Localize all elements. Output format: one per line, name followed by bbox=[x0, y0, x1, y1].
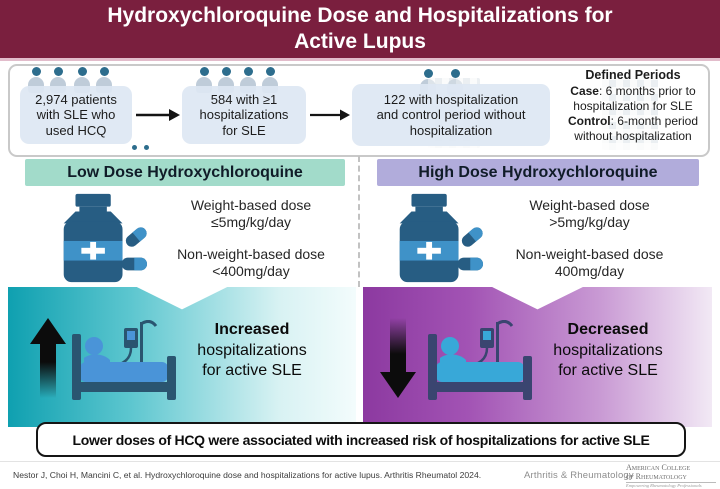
flow-step-2-line: 584 with ≥1 bbox=[210, 91, 278, 107]
column-divider bbox=[358, 156, 360, 287]
case-label: Case bbox=[570, 84, 599, 98]
low-dose-info bbox=[152, 197, 350, 280]
hospital-bed-icon bbox=[64, 320, 184, 404]
low-outcome-emphasis: Increased bbox=[214, 321, 290, 338]
acr-tagline: Empowering Rheumatology Professionals bbox=[626, 482, 716, 489]
flow-step-3-line: and control period without bbox=[376, 107, 526, 123]
high-outcome-line: for active SLE bbox=[558, 362, 658, 379]
defined-periods-control bbox=[556, 114, 710, 143]
flow-step-3-line: 122 with hospitalization bbox=[383, 91, 519, 107]
flow-step-1-line: used HCQ bbox=[45, 122, 107, 138]
acr-logo-line: American College bbox=[626, 463, 691, 472]
flow-step-1-line: 2,974 patients bbox=[35, 91, 117, 107]
high-weight-value: >5mg/kg/day bbox=[549, 214, 630, 230]
citation: Nestor J, Choi H, Mancini C, et al. Hydroxychloroquine dose and hospitalizations for active lupus. Arthritis Rheumatol 2024. bbox=[13, 470, 482, 480]
acr-logo bbox=[626, 464, 716, 489]
title-banner bbox=[0, 0, 720, 58]
low-outcome-line: hospitalizations bbox=[197, 341, 307, 359]
title-underline bbox=[0, 58, 720, 61]
flow-step-1-line: with SLE who bbox=[36, 107, 116, 123]
low-outcome-line: for active SLE bbox=[202, 362, 302, 379]
flow-step-2-line: hospitalizations bbox=[199, 107, 289, 123]
footer-divider bbox=[0, 461, 720, 462]
high-outcome-line: hospitalizations bbox=[553, 341, 663, 359]
low-weight-value: ≤5mg/kg/day bbox=[210, 214, 292, 230]
defined-periods-case bbox=[556, 84, 710, 113]
person-feet-dot bbox=[132, 145, 137, 150]
conclusion-box: Lower doses of HCQ were associated with increased risk of hospitalizations for active SLE bbox=[36, 422, 686, 457]
person-feet-dot bbox=[144, 145, 149, 150]
high-weight-label: Weight-based dose bbox=[529, 197, 650, 213]
control-text: : 6-month period without hospitalization bbox=[574, 114, 699, 143]
acr-logo-line: of Rheumatology bbox=[626, 471, 687, 481]
flow-step-1 bbox=[20, 86, 132, 144]
flow-step-2 bbox=[182, 86, 306, 144]
journal-logo: Arthritis & Rheumatology bbox=[524, 470, 634, 481]
low-outcome-text bbox=[168, 320, 336, 382]
low-nonweight-value: <400mg/day bbox=[212, 263, 290, 279]
high-dose-info bbox=[487, 197, 692, 280]
title-line-2: Active Lupus bbox=[294, 30, 426, 53]
high-dose-header: High Dose Hydroxychloroquine bbox=[377, 159, 699, 186]
flow-step-3 bbox=[352, 84, 550, 146]
high-nonweight-label: Non-weight-based dose bbox=[515, 246, 664, 262]
case-text: : 6 months prior to hospitalization for SLE bbox=[573, 84, 696, 113]
low-dose-header: Low Dose Hydroxychloroquine bbox=[25, 159, 345, 186]
title-line-1: Hydroxychloroquine Dose and Hospitalizations for bbox=[107, 4, 613, 27]
flow-step-2-line: for SLE bbox=[222, 122, 266, 138]
high-outcome-text bbox=[524, 320, 692, 382]
up-arrow-icon bbox=[30, 318, 66, 398]
medicine-bottle-icon bbox=[386, 192, 484, 286]
defined-periods-heading: Defined Periods bbox=[585, 68, 681, 82]
hospital-bed-icon bbox=[420, 320, 540, 404]
flow-arrow-icon bbox=[136, 109, 180, 121]
down-arrow-icon bbox=[380, 318, 416, 398]
low-weight-label: Weight-based dose bbox=[190, 197, 312, 213]
flow-arrow-icon bbox=[310, 109, 350, 121]
flow-step-3-line: hospitalization bbox=[409, 122, 493, 138]
low-nonweight-label: Non-weight-based dose bbox=[177, 246, 325, 262]
control-label: Control bbox=[567, 114, 611, 128]
high-outcome-emphasis: Decreased bbox=[567, 321, 649, 338]
defined-periods bbox=[556, 68, 710, 144]
high-nonweight-value: 400mg/day bbox=[554, 263, 625, 279]
medicine-bottle-icon bbox=[50, 192, 148, 286]
